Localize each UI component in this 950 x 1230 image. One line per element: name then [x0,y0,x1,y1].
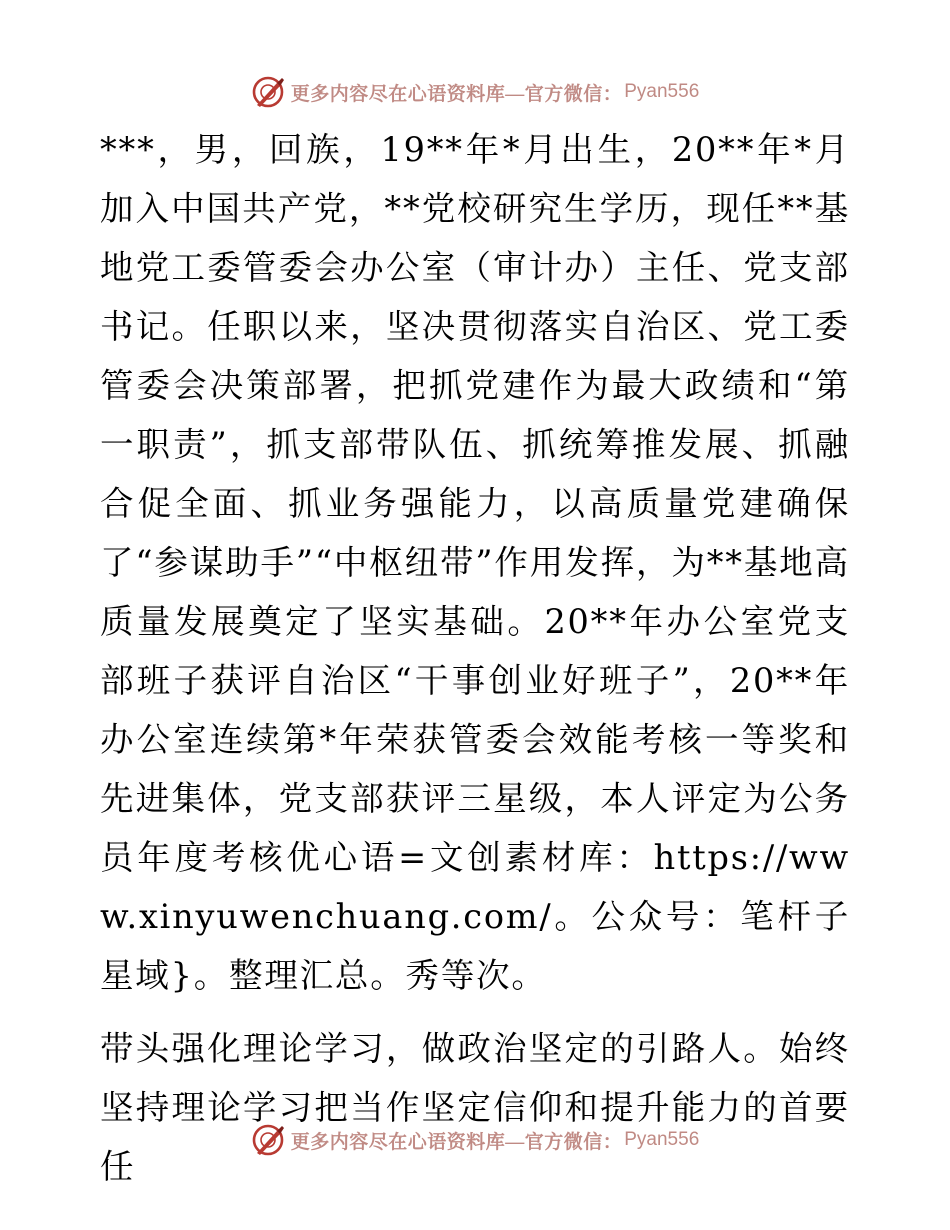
red-pen-circle-logo-icon [251,75,285,109]
footer-banner [0,1120,950,1160]
paragraph-theory-study: 带头强化理论学习，做政治坚定的引路人。始终坚持理论学习把当作坚定信仰和提升能力的首要任 [100,1029,850,1186]
header-banner [0,72,950,112]
banner-text: 更多内容尽在心语资料库—官方微信： [290,1131,623,1153]
document-body [100,120,850,1196]
banner-wechat-id: Pyan556 [624,81,700,102]
banner-text: 更多内容尽在心语资料库—官方微信： [290,83,623,105]
paragraph-intro: ***，男，回族，19**年*月出生，20**年*月加入中国共产党，**党校研究生学历，现任**基地党工委管委会办公室（审计办）主任、党支部书记。任职以来，坚决贯彻落实自治区、党工委管委会决策部署，把抓党建作为最大政绩和“第一职责”，抓支部带队伍、抓统筹推发展、抓融合促全面、抓业务强能力，以高质量党建确保了“参谋助手”“中枢纽带”作用发挥，为**基地高质量发展奠定了坚实基础。20**年办公室党支部班子获评自治区“干事创业好班子”，20**年办公室连续第*年荣获管委会效能考核一等奖和先进集体，党支部获评三星级，本人评定为公务员年度考核优心语=文创素材库：https://www.xinyuwenchuang.com/。公众号：笔杆子星域}。整理汇总。秀等次。 [100,130,850,995]
red-pen-circle-logo-icon [251,1123,285,1157]
banner-wechat-id: Pyan556 [624,1129,700,1150]
